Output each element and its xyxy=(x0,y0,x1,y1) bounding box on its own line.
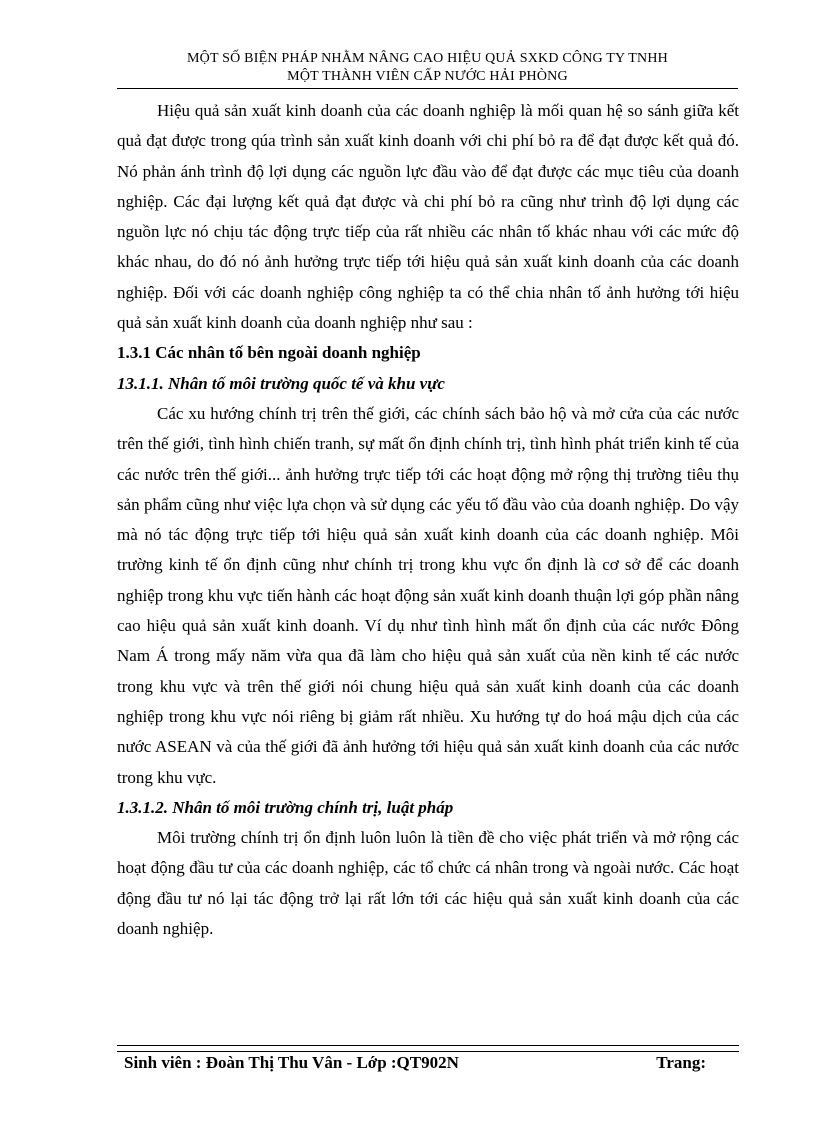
section-heading: 1.3.1 Các nhân tố bên ngoài doanh nghiệp xyxy=(117,343,421,363)
footer-student-info: Sinh viên : Đoàn Thị Thu Vân - Lớp :QT902N xyxy=(124,1053,459,1072)
subsection-2-title: Nhân tố môi trường chính trị, luật pháp xyxy=(172,797,454,817)
subsection-heading-1: 13.1.1. Nhân tố môi trường quốc tế và khu vực xyxy=(117,373,445,393)
header-title-line-1: MỘT SỐ BIỆN PHÁP NHẰM NÂNG CAO HIỆU QUẢ SXKD CÔNG TY TNHH xyxy=(187,51,668,66)
header-divider xyxy=(117,88,738,89)
header-title-line-2: MỘT THÀNH VIÊN CẤP NƯỚC HẢI PHÒNG xyxy=(287,69,568,84)
subsection-2-number: 1.3.1.2. xyxy=(117,797,168,817)
page-header xyxy=(117,50,738,86)
document-body xyxy=(117,96,739,944)
page-footer xyxy=(124,1053,706,1073)
subsection-heading-2 xyxy=(117,793,739,823)
subsection-2-paragraph: Môi trường chính trị ổn định luôn luôn là tiền đề cho việc phát triển và mở rộng các hoạt động đầu tư của các doanh nghiệp, các tổ chức cá nhân trong và ngoài nước. Các hoạt động đầu tư nó lại tác động trở lại rất lớn tới các hiệu quả sản xuất kinh doanh của các doanh nghiệp. xyxy=(117,828,739,939)
footer-page-label: Trang: xyxy=(656,1053,706,1072)
subsection-1-paragraph: Các xu hướng chính trị trên thế giới, các chính sách bảo hộ và mở cửa của các nước trên thế giới, tình hình chiến tranh, sự mất ổn định chính trị, tình hình phát triển kinh tế của các nước trên thế giới... ảnh hưởng trực tiếp tới các hoạt động mở rộng thị trường tiêu thụ sản phẩm cũng như việc lựa chọn và sử dụng các yếu tố đầu vào của doanh nghiệp. Do vậy mà nó tác động trực tiếp tới hiệu quả sản xuất kinh doanh của các doanh nghiệp. Môi trường kinh tế ổn định cũng như chính trị trong khu vực ổn định là cơ sở để các doanh nghiệp trong khu vực tiến hành các hoạt động sản xuất kinh doanh thuận lợi góp phần nâng cao hiệu quả sản xuất kinh doanh. Ví dụ như tình hình mất ổn định của các nước Đông Nam Á trong mấy năm vừa qua đã làm cho hiệu quả sản xuất của nền kinh tế các nước trong khu vực và trên thế giới nói chung hiệu quả sản xuất kinh doanh của các doanh nghiệp trong khu vực nói riêng bị giảm rất nhiều. Xu hướng tự do hoá mậu dịch của các nước ASEAN và của thế giới đã ảnh hưởng tới hiệu quả sản xuất kinh doanh của các nước trong khu vực. xyxy=(117,403,739,787)
footer-divider xyxy=(117,1045,739,1052)
intro-paragraph: Hiệu quả sản xuất kinh doanh của các doanh nghiệp là mối quan hệ so sánh giữa kết quả đạt được trong qúa trình sản xuất kinh doanh với chi phí bỏ ra để đạt được kết quả đó. Nó phản ánh trình độ lợi dụng các nguồn lực đầu vào để đạt được các mục tiêu của doanh nghiệp. Các đại lượng kết quả đạt được và chi phí bỏ ra cũng như trình độ lợi dụng các nguồn lực nó chịu tác động trực tiếp của rất nhiều các nhân tố khác nhau với các mức độ khác nhau, do đó nó ảnh hưởng trực tiếp tới hiệu quả sản xuất kinh doanh của các doanh nghiệp. Đối với các doanh nghiệp công nghiệp ta có thể chia nhân tố ảnh hưởng tới hiệu quả sản xuất kinh doanh của doanh nghiệp như sau : xyxy=(117,101,739,333)
